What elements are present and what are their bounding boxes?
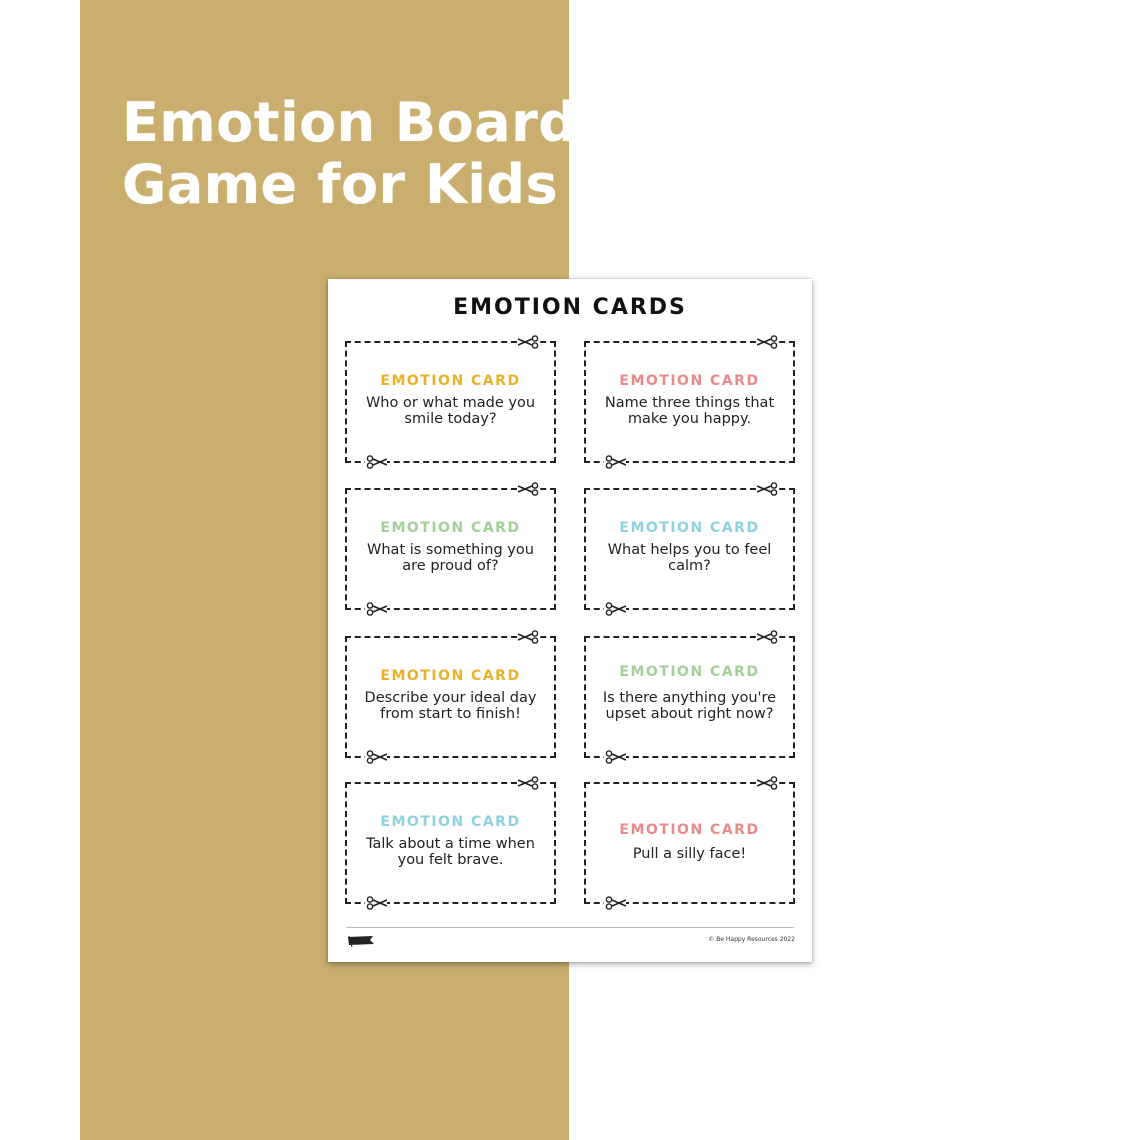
- scissors-icon: [518, 482, 540, 496]
- headline-line-2: Game for Kids: [122, 153, 559, 216]
- card-label: EMOTION CARD: [380, 814, 521, 830]
- card-question: Name three things that make you happy.: [604, 395, 775, 427]
- scissors-icon: [365, 750, 387, 764]
- scissors-icon: [518, 335, 540, 349]
- card-label: EMOTION CARD: [380, 520, 521, 536]
- scissors-icon: [757, 776, 779, 790]
- card-label: EMOTION CARD: [619, 373, 760, 389]
- card-question: Pull a silly face!: [632, 846, 747, 862]
- scissors-icon: [604, 750, 626, 764]
- card-label: EMOTION CARD: [619, 520, 760, 536]
- scissors-icon: [604, 602, 626, 616]
- scissors-icon: [365, 602, 387, 616]
- emotion-card-6: [584, 636, 795, 758]
- card-label: EMOTION CARD: [619, 664, 760, 680]
- scissors-icon: [365, 455, 387, 469]
- card-label: EMOTION CARD: [619, 822, 760, 838]
- emotion-card-5: [345, 636, 556, 758]
- card-question: Is there anything you're upset about right now?: [602, 690, 777, 722]
- emotion-cards-sheet: [328, 279, 812, 962]
- scissors-icon: [604, 455, 626, 469]
- card-question: Who or what made you smile today?: [365, 395, 536, 427]
- emotion-card-2: [584, 341, 795, 463]
- footer-divider: [346, 927, 794, 928]
- emotion-card-3: [345, 488, 556, 610]
- scissors-icon: [757, 482, 779, 496]
- scissors-icon: [365, 896, 387, 910]
- scissors-icon: [518, 776, 540, 790]
- flag-logo-icon: [347, 933, 379, 952]
- sheet-title: EMOTION CARDS: [453, 295, 687, 320]
- headline: [122, 92, 577, 216]
- card-question: What helps you to feel calm?: [607, 542, 772, 574]
- card-label: EMOTION CARD: [380, 373, 521, 389]
- emotion-card-8: [584, 782, 795, 904]
- scissors-icon: [757, 630, 779, 644]
- scissors-icon: [757, 335, 779, 349]
- scissors-icon: [604, 896, 626, 910]
- emotion-card-4: [584, 488, 795, 610]
- card-question: Talk about a time when you felt brave.: [366, 836, 535, 868]
- card-question: Describe your ideal day from start to finish!: [364, 690, 537, 722]
- card-label: EMOTION CARD: [380, 668, 521, 684]
- copyright-text: © Be Happy Resources 2022: [708, 936, 795, 943]
- card-question: What is something you are proud of?: [367, 542, 534, 574]
- headline-line-1: Emotion Board: [122, 91, 578, 154]
- emotion-card-1: [345, 341, 556, 463]
- emotion-card-7: [345, 782, 556, 904]
- scissors-icon: [518, 630, 540, 644]
